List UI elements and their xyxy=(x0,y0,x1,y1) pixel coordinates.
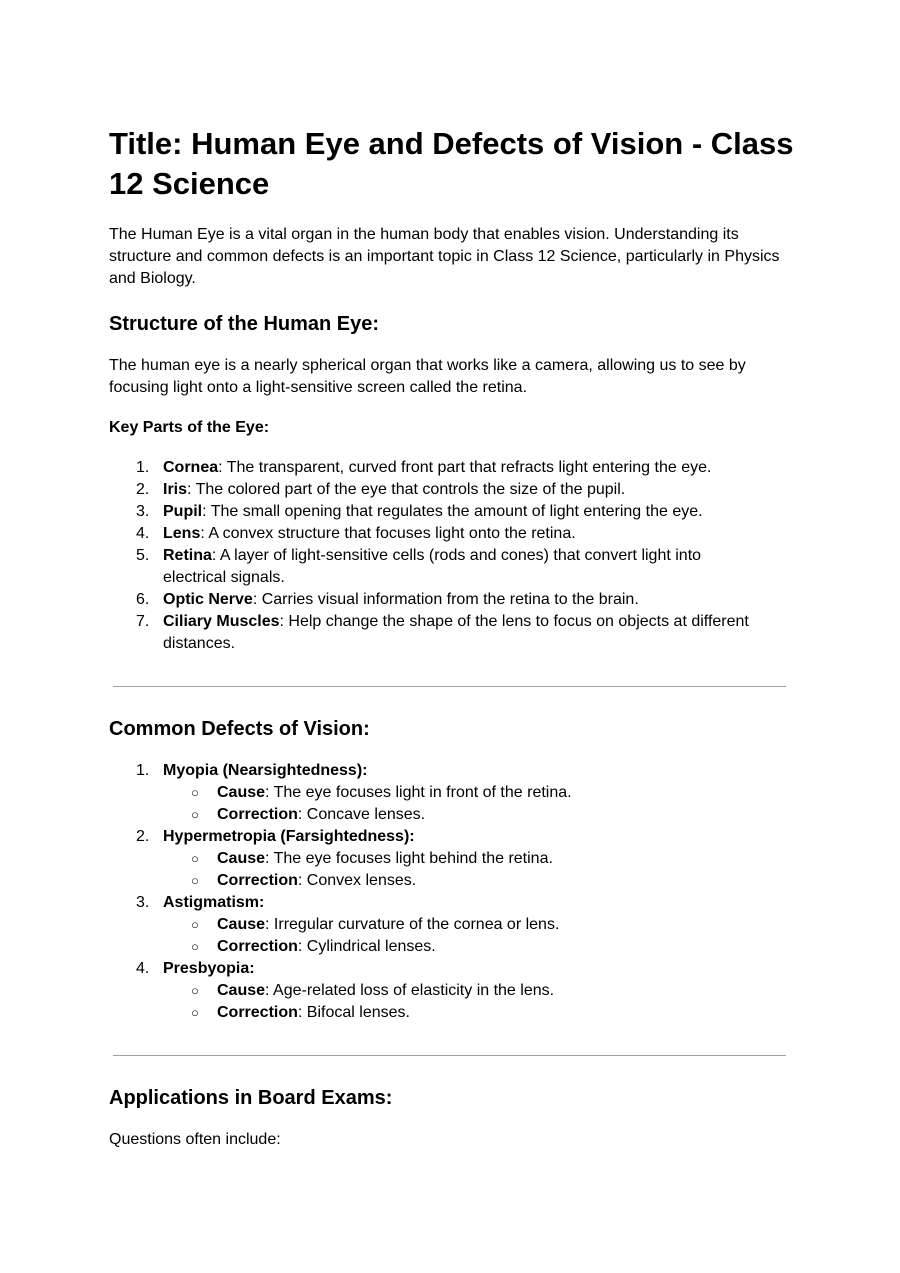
defect-details xyxy=(163,914,799,958)
list-number: 3. xyxy=(136,894,150,911)
applications-heading: Applications in Board Exams: xyxy=(109,1087,393,1109)
defect-name: Myopia (Nearsightedness): xyxy=(163,762,368,779)
cause-item xyxy=(163,848,799,870)
correction-item xyxy=(163,936,799,958)
circle-bullet-icon: ○ xyxy=(191,873,199,888)
key-parts-heading: Key Parts of the Eye: xyxy=(109,419,270,436)
defects-list xyxy=(109,760,799,1024)
list-number: 1. xyxy=(136,762,150,779)
structure-heading: Structure of the Human Eye: xyxy=(109,313,380,335)
circle-bullet-icon: ○ xyxy=(191,939,199,954)
page-title: Title: Human Eye and Defects of Vision - Class 12 Science xyxy=(109,126,794,201)
part-term: Iris xyxy=(163,481,188,498)
list-number: 5. xyxy=(136,547,150,564)
part-description: : A convex structure that focuses light onto the retina. xyxy=(200,525,576,542)
list-item xyxy=(109,501,799,523)
list-number: 2. xyxy=(136,481,150,498)
correction-label: Correction xyxy=(217,1004,298,1021)
circle-bullet-icon: ○ xyxy=(191,807,199,822)
part-term: Pupil xyxy=(163,503,203,520)
cause-item xyxy=(163,782,799,804)
horizontal-divider xyxy=(113,686,786,687)
list-item xyxy=(109,611,799,655)
cause-text: : The eye focuses light behind the retina. xyxy=(265,850,553,867)
correction-text: : Bifocal lenses. xyxy=(297,1004,410,1021)
correction-item xyxy=(163,1002,799,1024)
cause-text: : The eye focuses light in front of the retina. xyxy=(265,784,572,801)
list-number: 3. xyxy=(136,503,150,520)
correction-text: : Convex lenses. xyxy=(297,872,417,889)
list-number: 4. xyxy=(136,525,150,542)
correction-label: Correction xyxy=(217,872,298,889)
part-description: : The small opening that regulates the amount of light entering the eye. xyxy=(202,503,703,520)
part-description: : A layer of light-sensitive cells (rods and cones) that convert light into electrical signals. xyxy=(163,547,702,586)
list-item xyxy=(109,826,799,892)
circle-bullet-icon: ○ xyxy=(191,851,199,866)
correction-label: Correction xyxy=(217,806,298,823)
part-description: : Help change the shape of the lens to focus on objects at different distances. xyxy=(163,613,749,652)
list-item xyxy=(109,545,799,589)
defect-name: Presbyopia: xyxy=(163,960,255,977)
cause-label: Cause xyxy=(217,784,266,801)
circle-bullet-icon: ○ xyxy=(191,983,199,998)
list-number: 1. xyxy=(136,459,150,476)
circle-bullet-icon: ○ xyxy=(191,917,199,932)
cause-item xyxy=(163,980,799,1002)
structure-paragraph: The human eye is a nearly spherical organ that works like a camera, allowing us to see by focusing light onto a light-sensitive screen called the retina. xyxy=(109,357,746,396)
cause-label: Cause xyxy=(217,850,266,867)
circle-bullet-icon: ○ xyxy=(191,1005,199,1020)
list-number: 2. xyxy=(136,828,150,845)
list-item xyxy=(109,760,799,826)
correction-item xyxy=(163,804,799,826)
list-number: 4. xyxy=(136,960,150,977)
defect-details xyxy=(163,980,799,1024)
defect-name: Astigmatism: xyxy=(163,894,265,911)
defect-details xyxy=(163,848,799,892)
list-number: 7. xyxy=(136,613,150,630)
list-item xyxy=(109,589,799,611)
correction-text: : Cylindrical lenses. xyxy=(297,938,436,955)
applications-paragraph: Questions often include: xyxy=(109,1131,281,1148)
list-item xyxy=(109,457,799,479)
defect-name: Hypermetropia (Farsightedness): xyxy=(163,828,415,845)
correction-text: : Concave lenses. xyxy=(297,806,426,823)
correction-label: Correction xyxy=(217,938,298,955)
circle-bullet-icon: ○ xyxy=(191,785,199,800)
part-description: : The colored part of the eye that controls the size of the pupil. xyxy=(187,481,626,498)
part-term: Optic Nerve xyxy=(163,591,253,608)
defect-details xyxy=(163,782,799,826)
intro-paragraph: The Human Eye is a vital organ in the human body that enables vision. Understanding its structure and common defects is an important topic in Class 12 Science, particularly in Physics and Biology. xyxy=(109,226,780,287)
cause-item xyxy=(163,914,799,936)
part-description: : The transparent, curved front part that refracts light entering the eye. xyxy=(218,459,712,476)
cause-label: Cause xyxy=(217,982,266,999)
list-item xyxy=(109,523,799,545)
horizontal-divider xyxy=(113,1055,786,1056)
defects-heading: Common Defects of Vision: xyxy=(109,718,370,740)
part-description: : Carries visual information from the retina to the brain. xyxy=(252,591,639,608)
part-term: Ciliary Muscles xyxy=(163,613,280,630)
list-item xyxy=(109,479,799,501)
part-term: Retina xyxy=(163,547,212,564)
cause-label: Cause xyxy=(217,916,266,933)
list-item xyxy=(109,892,799,958)
key-parts-list xyxy=(109,457,799,655)
list-item xyxy=(109,958,799,1024)
list-number: 6. xyxy=(136,591,150,608)
cause-text: : Irregular curvature of the cornea or lens. xyxy=(265,916,560,933)
cause-text: : Age-related loss of elasticity in the lens. xyxy=(265,982,555,999)
correction-item xyxy=(163,870,799,892)
part-term: Lens xyxy=(163,525,201,542)
part-term: Cornea xyxy=(163,459,219,476)
